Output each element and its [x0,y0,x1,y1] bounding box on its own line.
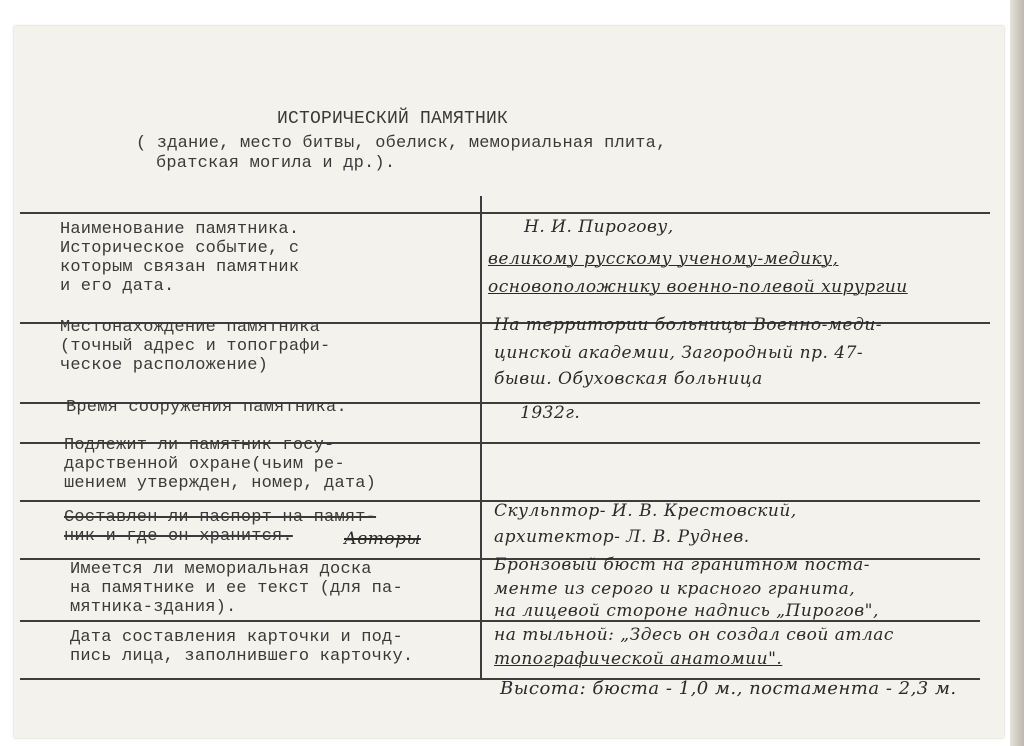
page-edge-shadow [1010,0,1024,746]
row-6-value-line-1: Бронзовый бюст на гранитном поста- [494,555,871,575]
table-column-divider [480,196,482,678]
row-2-value-line-2: цинской академии, Загородный пр. 47- [494,343,864,363]
row-1-value-line-3: основоположнику военно-полевой хирургии [488,277,908,297]
footer-note: Высота: бюста - 1,0 м., постамента - 2,3 м. [500,678,957,699]
row-1-label: Наименование памятника. Историческое событие, с которым связан памятник и его дата. [60,220,300,296]
row-2-value-line-3: бывш. Обуховская больница [494,369,763,389]
row-1-value-line-1: Н. И. Пирогову, [524,217,674,237]
row-5-value-line-1: Скульптор- И. В. Крестовский, [494,501,797,521]
archive-card [14,26,1004,738]
row-6-value-line-2: менте из серого и красного гранита, [494,579,856,599]
row-2-label: Местонахождение памятника (точный адрес и топографи- ческое расположение) [60,318,331,375]
card-subtitle-line-2: братская могила и др.). [156,154,396,173]
table-top-rule [20,212,990,214]
row-7-value-line-1: на тыльной: „Здесь он создал свой атлас [494,625,894,645]
card-subtitle-line-1: ( здание, место битвы, обелиск, мемориальная плита, [136,134,667,153]
card-title: ИСТОРИЧЕСКИЙ ПАМЯТНИК [277,109,509,129]
row-7-label: Дата составления карточки и под- пись лица, заполнившего карточку. [70,628,414,666]
row-5-value-line-2: архитектор- Л. В. Руднев. [494,527,750,547]
row-1-value-line-2: великому русскому ученому-медику, [488,249,839,269]
row-5-label: Составлен ли паспорт на памят- ник и где он хранится. [64,508,377,546]
row-6-value-line-3: на лицевой стороне надпись „Пирогов", [494,601,879,621]
row-7-value-line-2: топографической анатомии". [494,649,783,669]
row-3-value: 1932г. [520,403,581,423]
row-4-label: Подлежит ли памятник госу- дарственной охране(чьим ре- шением утвержден, номер, дата) [64,436,377,493]
row-3-label: Время сооружения памятника. [66,398,347,417]
row-5-label-annotation: Авторы [344,529,421,549]
row-2-value-line-1: На территории больницы Военно-меди- [494,315,883,335]
row-6-label: Имеется ли мемориальная доска на памятнике и ее текст (для па- мятника-здания). [70,560,403,617]
